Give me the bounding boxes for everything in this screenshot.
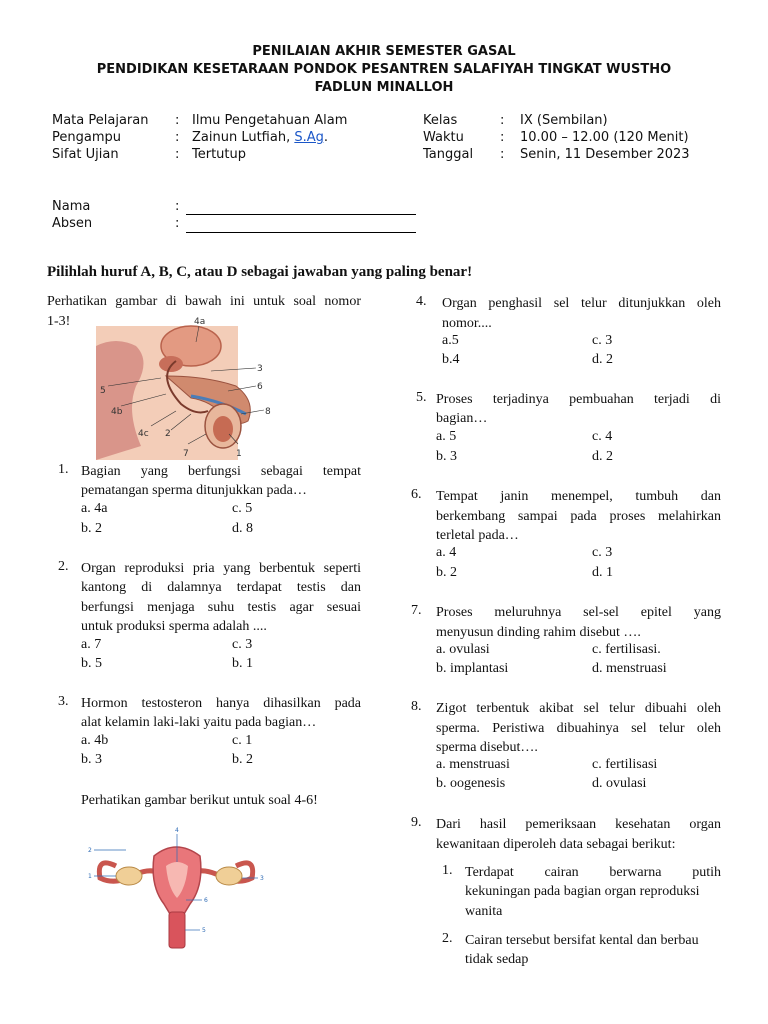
q9-statement-1-line-3: wanita: [465, 904, 503, 919]
pengampu-value: [192, 130, 328, 145]
absen-label: Absen: [52, 216, 93, 231]
colon: :: [175, 130, 180, 145]
q5-option-d[interactable]: d. 2: [592, 449, 613, 464]
q6-line-3: terletal pada…: [436, 528, 519, 543]
pengampu-label: Pengampu: [52, 130, 121, 145]
kelas-value: IX (Sembilan): [520, 113, 608, 128]
mapel-label: Mata Pelajaran: [52, 113, 149, 128]
q6-option-d[interactable]: d. 1: [592, 565, 613, 580]
q9-number: 9.: [411, 815, 422, 830]
header-title-1: PENILAIAN AKHIR SEMESTER GASAL: [252, 44, 516, 59]
fig1-label-8: 8: [265, 407, 271, 417]
q6-line-1: Tempat janin menempel, tumbuh dan: [436, 489, 721, 504]
q8-option-c[interactable]: c. fertilisasi: [592, 757, 658, 772]
q3-option-d[interactable]: b. 2: [232, 752, 253, 767]
q8-option-d[interactable]: d. ovulasi: [592, 776, 647, 791]
q3-line-2: alat kelamin laki-laki yaitu pada bagian…: [81, 715, 317, 730]
fig1-label-1: 1: [236, 449, 242, 459]
absen-field[interactable]: [186, 232, 416, 233]
q6-line-2: berkembang sampai pada proses melahirkan: [436, 509, 721, 524]
q1-option-b[interactable]: b. 2: [81, 521, 102, 536]
male-reproductive-figure: [96, 316, 280, 460]
fig1-label-7: 7: [183, 449, 189, 459]
q2-number: 2.: [58, 559, 69, 574]
q1-option-d[interactable]: d. 8: [232, 521, 253, 536]
q6-number: 6.: [411, 487, 422, 502]
tanggal-value: Senin, 11 Desember 2023: [520, 147, 690, 162]
q3-number: 3.: [58, 694, 69, 709]
q4-option-b[interactable]: b.4: [442, 352, 460, 367]
fig1-label-5: 5: [100, 386, 106, 396]
vagina-shape: [169, 912, 185, 948]
colon: :: [500, 147, 505, 162]
q6-option-c[interactable]: c. 3: [592, 545, 613, 560]
fig1-label-4b: 4b: [111, 407, 123, 417]
q8-number: 8.: [411, 699, 422, 714]
waktu-value: 10.00 – 12.00 (120 Menit): [520, 130, 689, 145]
intro-figure-1: Perhatikan gambar di bawah ini untuk soal nomor: [47, 294, 361, 309]
q6-option-a[interactable]: a. 4: [436, 545, 457, 560]
q5-option-a[interactable]: a. 5: [436, 429, 457, 444]
q2-option-c[interactable]: c. 3: [232, 637, 253, 652]
q4-option-c[interactable]: c. 3: [592, 333, 613, 348]
q9-statement-2-line-2: tidak sedap: [465, 952, 529, 967]
q2-line-4: untuk produksi sperma adalah ....: [81, 619, 267, 634]
q7-option-b[interactable]: b. implantasi: [436, 661, 509, 676]
colon: :: [175, 113, 180, 128]
intro-figure-1-range: 1-3!: [47, 314, 71, 329]
q9-line-2: kewanitaan diperoleh data sebagai berikut:: [436, 837, 676, 852]
q5-option-c[interactable]: c. 4: [592, 429, 613, 444]
pengampu-name: Zainun Lutfiah,: [192, 130, 295, 145]
q1-line-1: Bagian yang berfungsi sebagai tempat: [81, 464, 361, 479]
q9-statement-2-number: 2.: [442, 931, 453, 946]
fig2-label-3: 3: [260, 875, 264, 882]
fig2-label-4: 4: [175, 827, 179, 834]
fig1-label-6: 6: [257, 382, 263, 392]
header-title-3: FADLUN MINALLOH: [314, 80, 454, 95]
right-ovary: [216, 867, 242, 885]
q7-number: 7.: [411, 603, 422, 618]
q4-option-a[interactable]: a.5: [442, 333, 459, 348]
pengampu-degree-link[interactable]: S.Ag: [294, 130, 324, 145]
q3-line-1: Hormon testosteron hanya dihasilkan pada: [81, 696, 361, 711]
q6-option-b[interactable]: b. 2: [436, 565, 457, 580]
q7-option-a[interactable]: a. ovulasi: [436, 642, 490, 657]
colon: :: [500, 130, 505, 145]
nama-field[interactable]: [186, 214, 416, 215]
q2-line-1: Organ reproduksi pria yang berbentuk seperti: [81, 561, 361, 576]
q1-option-c[interactable]: c. 5: [232, 501, 253, 516]
fig1-label-2: 2: [165, 429, 171, 439]
left-ovary: [116, 867, 142, 885]
q1-option-a[interactable]: a. 4a: [81, 501, 108, 516]
tanggal-label: Tanggal: [423, 147, 474, 162]
q9-statement-1-line-2: kekuningan pada bagian organ reproduksi: [465, 884, 700, 899]
q9-statement-1-line-1: Terdapat cairan berwarna putih: [465, 865, 721, 880]
q1-number: 1.: [58, 462, 69, 477]
q5-line-2: bagian…: [436, 411, 488, 426]
instruction: Pilihlah huruf A, B, C, atau D sebagai jawaban yang paling benar!: [47, 264, 473, 280]
q8-option-b[interactable]: b. oogenesis: [436, 776, 506, 791]
waktu-label: Waktu: [423, 130, 464, 145]
q7-option-c[interactable]: c. fertilisasi.: [592, 642, 661, 657]
q4-option-d[interactable]: d. 2: [592, 352, 613, 367]
q2-line-2: kantong di dalamnya terdapat testis dan: [81, 580, 361, 595]
q3-option-b[interactable]: b. 3: [81, 752, 102, 767]
q5-option-b[interactable]: b. 3: [436, 449, 457, 464]
q7-line-1: Proses meluruhnya sel-sel epitel yang: [436, 605, 721, 620]
pengampu-dot: .: [323, 130, 329, 145]
q8-line-1: Zigot terbentuk akibat sel telur dibuahi oleh: [436, 701, 721, 716]
q9-statement-2-line-1: Cairan tersebut bersifat kental dan berbau: [465, 933, 699, 948]
q4-number: 4.: [416, 294, 427, 309]
fig1-label-3: 3: [257, 364, 263, 374]
seminal-vesicle-shape: [159, 356, 183, 372]
mapel-value: Ilmu Pengetahuan Alam: [192, 113, 348, 128]
q3-option-a[interactable]: a. 4b: [81, 733, 109, 748]
q8-line-2: sperma. Peristiwa dibuahinya sel telur oleh: [436, 721, 721, 736]
q2-option-b[interactable]: b. 5: [81, 656, 102, 671]
nama-label: Nama: [52, 199, 91, 214]
colon: :: [175, 147, 180, 162]
fig2-label-1: 1: [88, 873, 92, 880]
colon: :: [500, 113, 505, 128]
q9-statement-1-number: 1.: [442, 863, 453, 878]
colon: :: [175, 199, 180, 214]
sifat-label: Sifat Ujian: [52, 147, 119, 162]
fig2-label-2: 2: [88, 847, 92, 854]
testis-shape: [213, 416, 233, 442]
female-reproductive-figure: [86, 826, 268, 950]
q4-line-1: Organ penghasil sel telur ditunjukkan oleh: [442, 296, 721, 311]
q9-line-1: Dari hasil pemeriksaan kesehatan organ: [436, 817, 721, 832]
q7-option-d[interactable]: d. menstruasi: [592, 661, 667, 676]
q2-option-d[interactable]: b. 1: [232, 656, 253, 671]
q4-line-2: nomor....: [442, 316, 492, 331]
fig1-label-4c: 4c: [138, 429, 149, 439]
fig2-label-6: 6: [204, 897, 208, 904]
q7-line-2: menyusun dinding rahim disebut ….: [436, 625, 641, 640]
q2-option-a[interactable]: a. 7: [81, 637, 102, 652]
q5-line-1: Proses terjadinya pembuahan terjadi di: [436, 392, 721, 407]
q8-option-a[interactable]: a. menstruasi: [436, 757, 510, 772]
q8-line-3: sperma disebut….: [436, 740, 538, 755]
q3-option-c[interactable]: c. 1: [232, 733, 253, 748]
fig2-label-5: 5: [202, 927, 206, 934]
kelas-label: Kelas: [423, 113, 458, 128]
header-title-2: PENDIDIKAN KESETARAAN PONDOK PESANTREN SALAFIYAH TINGKAT WUSTHO: [96, 62, 672, 77]
q5-number: 5.: [416, 390, 427, 405]
intro-figure-2: Perhatikan gambar berikut untuk soal 4-6!: [81, 793, 318, 808]
sifat-value: Tertutup: [192, 147, 246, 162]
fig1-label-4a: 4a: [194, 317, 206, 327]
q1-line-2: pematangan sperma ditunjukkan pada…: [81, 483, 307, 498]
colon: :: [175, 216, 180, 231]
q2-line-3: berfungsi menjaga suhu testis agar sesuai: [81, 600, 361, 615]
